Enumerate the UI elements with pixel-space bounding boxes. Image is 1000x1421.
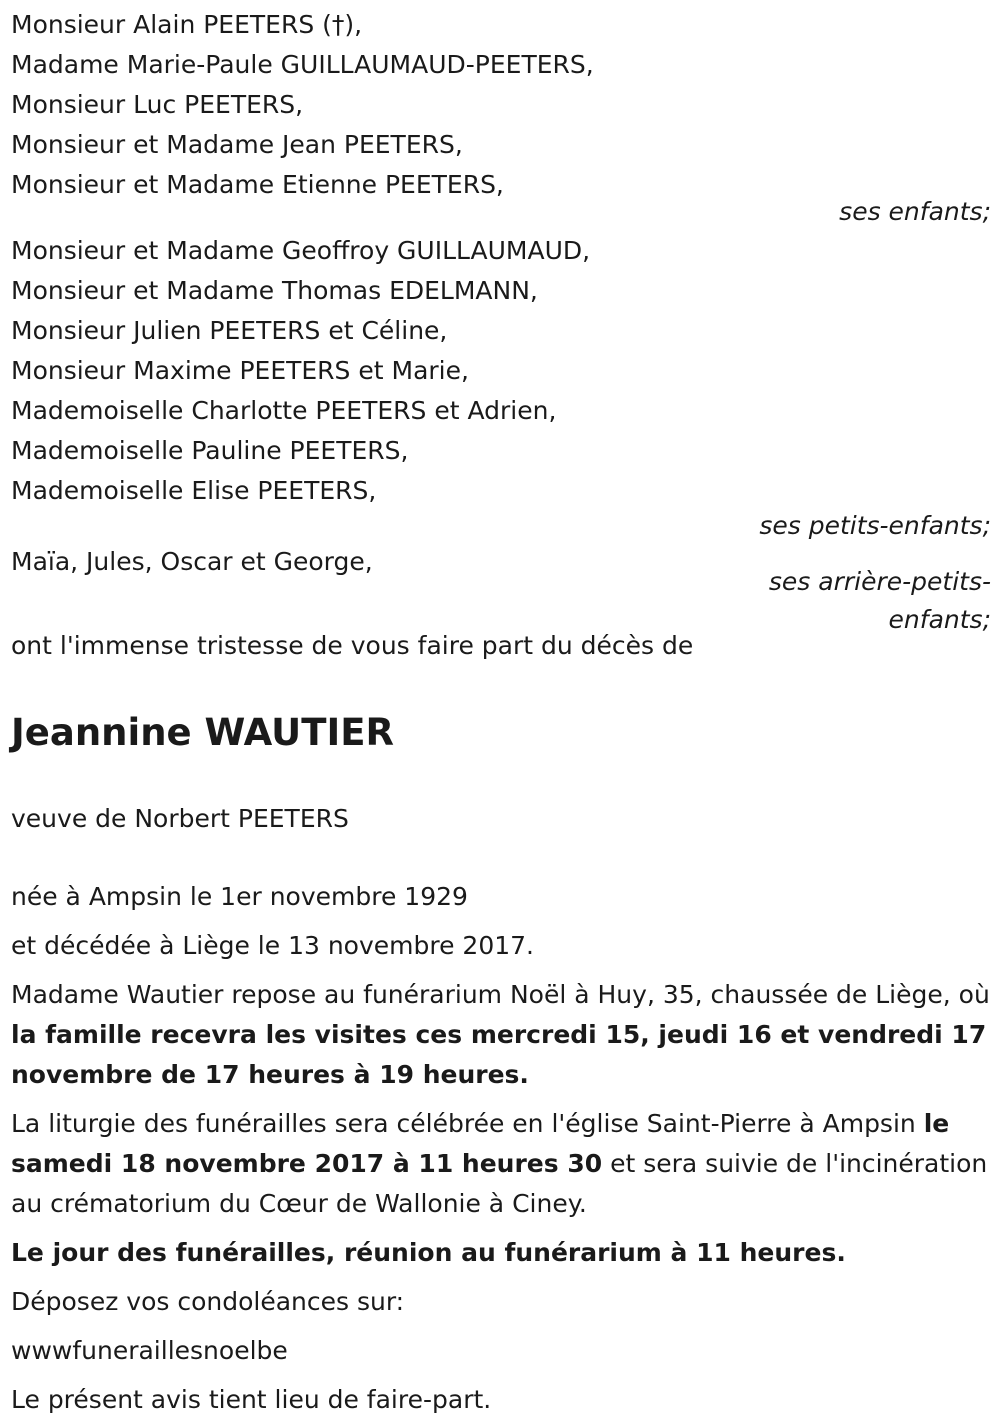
liturgy-text-end: et sera suivie de l'incinération au crématorium du Cœur de Wallonie à Ciney. [11, 1149, 988, 1218]
grandchild-line: Monsieur Julien PEETERS et Céline, [11, 316, 448, 345]
obituary-notice [11, 5, 991, 1420]
children-relation-label: ses enfants; [839, 197, 991, 226]
website-text: wwwfuneraillesnoelbe [11, 1336, 288, 1365]
great-grandchildren-label-part: ses arrière-petits- [768, 567, 991, 596]
child-line: Monsieur et Madame Etienne PEETERS, [11, 170, 504, 199]
visits-bold-text: la famille recevra les visites ces mercredi 15, jeudi 16 et vendredi 17 novembre de 17 heures à 19 heures. [11, 1020, 987, 1089]
grandchild-line: Mademoiselle Charlotte PEETERS et Adrien, [11, 396, 557, 425]
death-text: et décédée à Liège le 13 novembre 2017. [11, 931, 534, 960]
closing-text: Le présent avis tient lieu de faire-part. [11, 1385, 492, 1414]
great-grandchildren-label-part: enfants; [888, 605, 991, 634]
liturgy-bold-text: le samedi 18 novembre 2017 à 11 heures 30 [11, 1109, 950, 1178]
widow-of-text: veuve de Norbert PEETERS [11, 804, 349, 833]
grandchild-line: Monsieur et Madame Geoffroy GUILLAUMAUD, [11, 236, 591, 265]
grandchild-line: Monsieur et Madame Thomas EDELMANN, [11, 276, 538, 305]
liturgy-text: La liturgie des funérailles sera célébrée en l'église Saint-Pierre à Ampsin [11, 1109, 924, 1138]
announcement-text: ont l'immense tristesse de vous faire part du décès de [11, 631, 694, 660]
birth-text: née à Ampsin le 1er novembre 1929 [11, 882, 468, 911]
meeting-text: Le jour des funérailles, réunion au funérarium à 11 heures. [11, 1238, 846, 1267]
child-line: Monsieur et Madame Jean PEETERS, [11, 130, 463, 159]
visits-text: Madame Wautier repose au funérarium Noël à Huy, 35, chaussée de Liège, où [11, 980, 990, 1009]
grandchildren-relation-label: ses petits-enfants; [759, 511, 991, 540]
condolences-label: Déposez vos condoléances sur: [11, 1287, 405, 1316]
grandchild-line: Mademoiselle Pauline PEETERS, [11, 436, 409, 465]
grandchild-line: Monsieur Maxime PEETERS et Marie, [11, 356, 469, 385]
grandchild-line: Mademoiselle Elise PEETERS, [11, 476, 377, 505]
deceased-name: Jeannine WAUTIER [11, 711, 394, 754]
great-grandchildren-line: Maïa, Jules, Oscar et George, [11, 547, 373, 576]
child-line: Madame Marie-Paule GUILLAUMAUD-PEETERS, [11, 50, 594, 79]
child-line: Monsieur Alain PEETERS (†), [11, 10, 363, 39]
visits-paragraph [11, 975, 991, 1095]
liturgy-paragraph [11, 1104, 991, 1224]
great-grandchildren-relation-label [731, 563, 991, 639]
grandchildren-list [11, 231, 991, 511]
children-list [11, 5, 991, 205]
child-line: Monsieur Luc PEETERS, [11, 90, 304, 119]
